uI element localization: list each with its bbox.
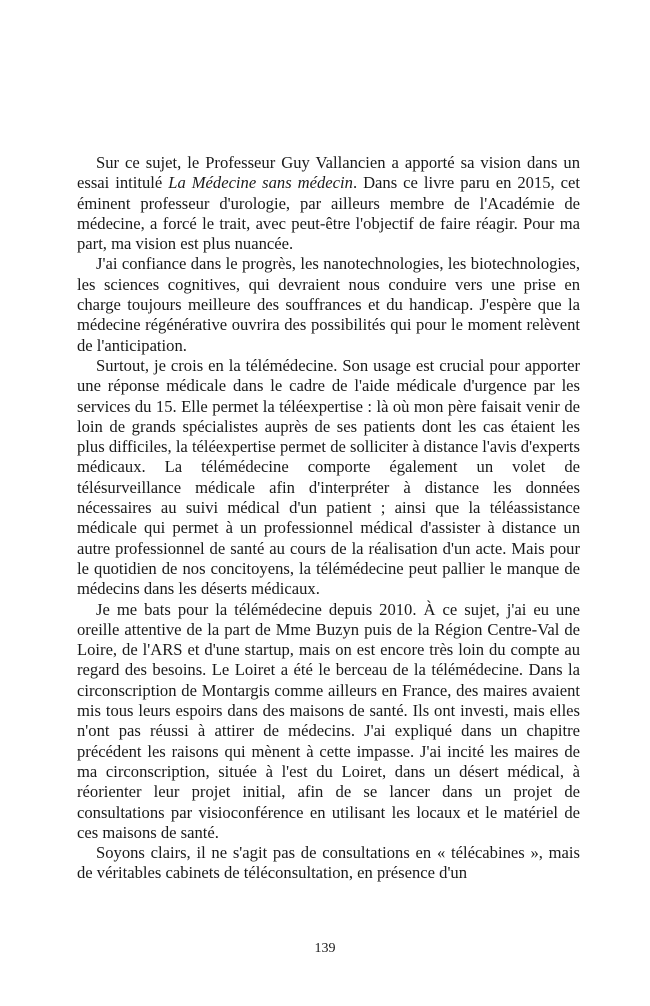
paragraph-2: J'ai confiance dans le progrès, les nanotechnologies, les biotechnologies, les sciences cognitives, qui devraient nous conduire vers une prise en charge toujours meilleure des souffrances et du handicap. J'espère que la médecine régénérative ouvrira des possibilités qui pour le moment relèvent de l'anticipation.: [77, 254, 580, 355]
paragraph-4: Je me bats pour la télémédecine depuis 2010. À ce sujet, j'ai eu une oreille attentive de la part de Mme Buzyn puis de la Région Centre-Val de Loire, de l'ARS et d'une startup, mais on est encore très loin du compte au regard des besoins. Le Loiret a été le berceau de la télémédecine. Dans la circonscription de Montargis comme ailleurs en France, des maires avaient mis tous leurs espoirs dans des maisons de santé. Ils ont investi, mais elles n'ont pas réussi à attirer de médecins. J'ai expliqué dans un chapitre précédent les raisons qui mènent à cette impasse. J'ai incité les maires de ma circonscription, située à l'est du Loiret, dans un désert médical, à réorienter leur projet initial, afin de se lancer dans un projet de consultations par visioconférence en utilisant les locaux et le matériel de ces maisons de santé.: [77, 599, 580, 842]
paragraph-5: Soyons clairs, il ne s'agit pas de consultations en « télécabines », mais de véritables cabinets de téléconsultation, en présence d'un: [77, 843, 580, 883]
body-text: [77, 153, 580, 884]
page-number: 139: [314, 941, 336, 956]
paragraph-1: [77, 153, 580, 254]
paragraph-3: Surtout, je crois en la télémédecine. Son usage est crucial pour apporter une réponse médicale dans le cadre de l'aide médicale d'urgence par les services du 15. Elle permet la téléexpertise : là où mon père faisait venir de loin de grands spécialistes auprès de ses patients dont les cas étaient les plus difficiles, la téléexpertise permet de solliciter à distance l'avis d'experts médicaux. La télémédecine comporte également un volet de télésurveillance médicale afin d'interpréter à distance les données nécessaires au suivi médical d'un patient ; ainsi que la téléassistance médicale qui permet à un professionnel médical d'assister à distance un autre professionnel de santé au cours de la réalisation d'un acte. Mais pour le quotidien de nos concitoyens, la télémédecine peut pallier le manque de médecins dans les déserts médicaux.: [77, 355, 580, 599]
paragraph-1-text-before: Sur ce sujet, le Professeur Guy Vallancien a apporté sa vision dans un essai intitulé: [77, 153, 580, 193]
paragraph-1-text-after: . Dans ce livre paru en 2015, cet éminent professeur d'urologie, par ailleurs membre de l'Académie de médecine, a forcé le trait, avec peut-être l'objectif de faire réagir. Pour ma part, ma vision est plus nuancée.: [77, 173, 580, 254]
book-title: La Médecine sans médecin: [168, 173, 353, 193]
